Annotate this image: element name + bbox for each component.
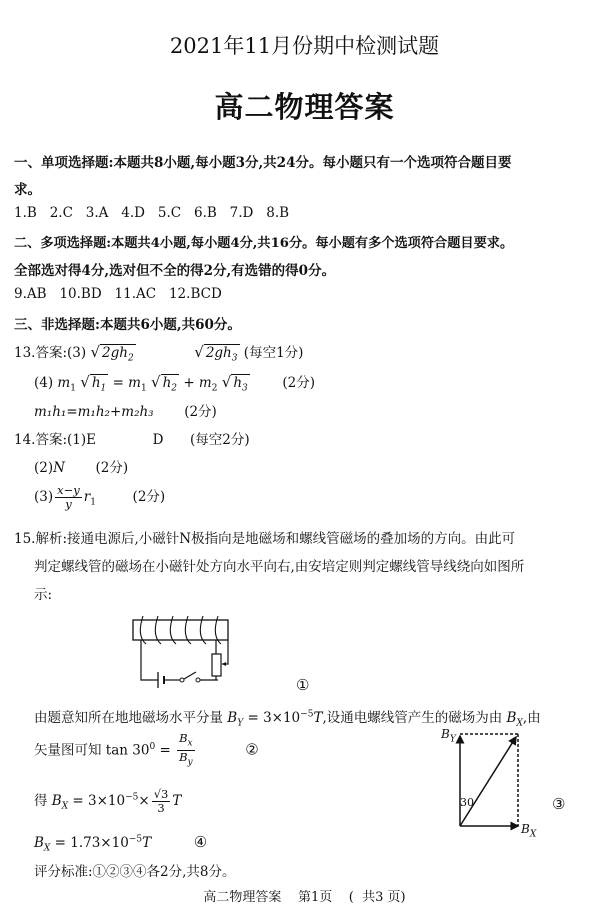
answer-item: 11.AC (114, 286, 157, 302)
q13-label: 13.答案:(3) (14, 345, 87, 361)
q15-line7: $B_X = 1.73\times 10^{-5}T$ ④ (34, 833, 208, 854)
answer-item: 9.AB (14, 286, 47, 302)
q13-score2: (2分) (184, 404, 217, 420)
fraction: $\frac{B_x}{B_y}$ (179, 731, 193, 768)
q13-score1: (2分) (282, 375, 315, 391)
section3-heading: 三、非选择题:本题共6小题,共60分。 (14, 317, 241, 333)
fraction: $\frac{x-y}{y}$ (57, 483, 80, 511)
q13-note: (每空1分) (243, 345, 304, 361)
fraction: $\frac{√3}{3}$ (153, 787, 169, 815)
equation-marker-4: ④ (193, 833, 208, 851)
equation-marker-1: ① (296, 676, 310, 694)
page-footer: 高二物理答案 第1页 ( 共3 页) (203, 890, 406, 905)
q14-note: (每空2分) (190, 432, 250, 448)
answer-item: 6.B (193, 205, 217, 221)
answer-item: 2.C (49, 205, 73, 221)
solenoid-circuit-diagram (128, 612, 248, 692)
q14-line1: 14.答案:(1)E D (每空2分) (14, 432, 250, 448)
answer-item: 5.C (157, 205, 182, 221)
q14-line3: (3) $\frac{x-y}{y}$ $r_1$ (2分) (34, 483, 166, 511)
q15-scoring: 评分标准:①②③④各2分,共8分。 (34, 864, 236, 880)
answer-item: 3.A (85, 205, 109, 221)
answer-item: 10.BD (59, 286, 102, 302)
section1-answers (14, 205, 289, 221)
section2-answers (14, 286, 222, 302)
angle-label: 30 (460, 796, 474, 809)
answer-item: 12.BCD (168, 286, 222, 302)
q15-line4: 由题意知所在地地磁场水平分量 $B_Y = 3\times 10^{-5}T$,设通电螺线管产生的磁场为由 $B_X$,由 (34, 709, 541, 729)
q15-line5: 矢量图可知 $\tan 30^0$ = $\frac{B_x}{B_y}$ ② (34, 731, 259, 768)
sqrt-expression: √ $2gh_3$ (194, 343, 238, 364)
q13-line2: (4) $m_1$ √ $h_1 = m_1$ √ $h_2 + m_2$ √ $h_3$ (2分) (34, 373, 315, 394)
q15-line3: 示: (34, 587, 53, 603)
q13-equation: m₁h₁=m₁h₂+m₂h₃ (34, 404, 154, 420)
answer-item: 8.B (266, 205, 290, 221)
q14-line2: (2)N (2分) (34, 460, 129, 476)
q13-line3 (34, 400, 217, 420)
q15-line2: 判定螺线管的磁场在小磁针处方向水平向右,由安培定则判定螺线管导线绕向如图所 (34, 559, 525, 575)
q13-line1 (14, 341, 303, 364)
section1-heading-line2: 求。 (14, 182, 41, 198)
q15-line6: 得 $B_X = 3\times 10^{-5}\times$ $\frac{√3}{3}$ T (34, 787, 182, 815)
q14-label: 14.答案:(1)E (14, 432, 96, 448)
equation-marker-3: ③ (552, 795, 566, 813)
section2-heading-line1: 二、多项选择题:本题共4小题,每小题4分,共16分。每小题有多个选项符合题目要求。 (14, 236, 514, 251)
section2-heading-line2: 全部选对得4分,选对但不全的得2分,有选错的得0分。 (14, 263, 336, 279)
q15-line1: 15.解析:接通电源后,小磁针N极指向是地磁场和螺线管磁场的叠加场的方向。由此可 (14, 531, 516, 547)
by-label: $B_Y$ (441, 727, 456, 745)
bx-label: $B_X$ (521, 822, 537, 840)
section1-heading-line1: 一、单项选择题:本题共8小题,每小题3分,共24分。每小题只有一个选项符合题目要 (14, 155, 512, 171)
equation-marker-2: ② (245, 740, 259, 759)
exam-title: 2021年11月份期中检测试题 (169, 34, 440, 58)
answer-item: 1.B (14, 205, 37, 221)
answer-item: 4.D (121, 205, 146, 221)
page-title: 高二物理答案 (214, 90, 395, 124)
sqrt-expression: √ $2gh_2$ (90, 343, 134, 364)
answer-item: 7.D (229, 205, 254, 221)
